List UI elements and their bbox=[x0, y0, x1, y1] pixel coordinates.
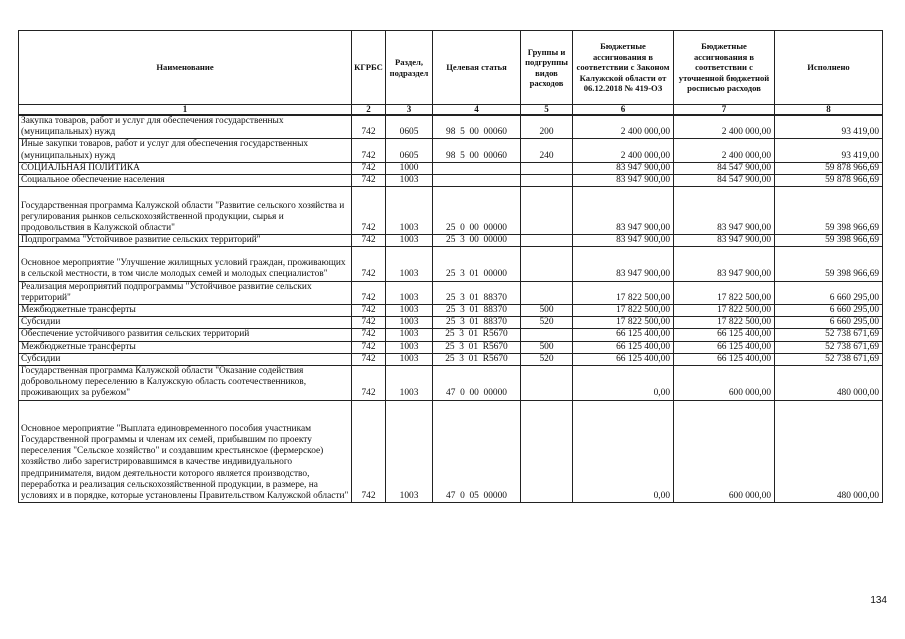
kgrbs-code: 742 bbox=[352, 305, 386, 317]
kgrbs-code: 742 bbox=[352, 281, 386, 304]
revised-allocation: 84 547 900,00 bbox=[674, 175, 775, 187]
column-header: Целевая статья bbox=[433, 31, 521, 105]
expense-group: 520 bbox=[521, 317, 573, 329]
law-allocation: 83 947 900,00 bbox=[573, 235, 674, 247]
row-name: Подпрограмма "Устойчивое развитие сельских территорий" bbox=[19, 235, 352, 247]
row-name: Закупка товаров, работ и услуг для обеспечения государственных (муниципальных) нужд bbox=[19, 115, 352, 139]
law-allocation: 83 947 900,00 bbox=[573, 175, 674, 187]
kgrbs-code: 742 bbox=[352, 247, 386, 281]
column-header: КГРБС bbox=[352, 31, 386, 105]
section-code: 1003 bbox=[386, 305, 433, 317]
column-header: Группы и подгруппы видов расходов bbox=[521, 31, 573, 105]
law-allocation: 66 125 400,00 bbox=[573, 329, 674, 341]
executed-amount: 6 660 295,00 bbox=[775, 305, 883, 317]
table-row bbox=[19, 247, 883, 281]
target-article: 47 0 00 00000 bbox=[433, 366, 521, 401]
revised-allocation: 83 947 900,00 bbox=[674, 235, 775, 247]
target-article bbox=[433, 162, 521, 174]
executed-amount: 6 660 295,00 bbox=[775, 317, 883, 329]
column-number: 1 bbox=[19, 105, 352, 116]
expense-group bbox=[521, 247, 573, 281]
expense-group bbox=[521, 281, 573, 304]
section-code: 1003 bbox=[386, 341, 433, 353]
executed-amount: 52 738 671,69 bbox=[775, 329, 883, 341]
column-number-row bbox=[19, 105, 883, 116]
section-code: 0605 bbox=[386, 115, 433, 139]
budget-table-page bbox=[18, 30, 882, 503]
budget-table bbox=[18, 30, 883, 503]
law-allocation: 0,00 bbox=[573, 400, 674, 503]
column-number: 7 bbox=[674, 105, 775, 116]
table-row bbox=[19, 353, 883, 365]
column-number: 3 bbox=[386, 105, 433, 116]
kgrbs-code: 742 bbox=[352, 317, 386, 329]
law-allocation: 17 822 500,00 bbox=[573, 317, 674, 329]
row-name: Государственная программа Калужской области "Развитие сельского хозяйства и регулирования рынков сельскохозяйственной продукции, сырья и продовольствия в Калужской области" bbox=[19, 187, 352, 235]
expense-group bbox=[521, 400, 573, 503]
row-name: Субсидии bbox=[19, 317, 352, 329]
target-article: 25 3 01 88370 bbox=[433, 305, 521, 317]
revised-allocation: 600 000,00 bbox=[674, 400, 775, 503]
expense-group: 500 bbox=[521, 305, 573, 317]
target-article: 25 3 01 00000 bbox=[433, 247, 521, 281]
target-article: 25 3 01 88370 bbox=[433, 281, 521, 304]
expense-group: 520 bbox=[521, 353, 573, 365]
section-code: 1000 bbox=[386, 162, 433, 174]
kgrbs-code: 742 bbox=[352, 341, 386, 353]
executed-amount: 93 419,00 bbox=[775, 115, 883, 139]
target-article bbox=[433, 175, 521, 187]
column-number: 2 bbox=[352, 105, 386, 116]
column-number: 6 bbox=[573, 105, 674, 116]
revised-allocation: 84 547 900,00 bbox=[674, 162, 775, 174]
executed-amount: 480 000,00 bbox=[775, 366, 883, 401]
revised-allocation: 17 822 500,00 bbox=[674, 317, 775, 329]
column-header: Бюджетные ассигнования в соответствии с уточненной бюджетной росписью расходов bbox=[674, 31, 775, 105]
table-row bbox=[19, 175, 883, 187]
target-article: 25 3 01 R5670 bbox=[433, 341, 521, 353]
executed-amount: 52 738 671,69 bbox=[775, 341, 883, 353]
column-number: 4 bbox=[433, 105, 521, 116]
executed-amount: 59 878 966,69 bbox=[775, 162, 883, 174]
law-allocation: 83 947 900,00 bbox=[573, 187, 674, 235]
kgrbs-code: 742 bbox=[352, 162, 386, 174]
executed-amount: 6 660 295,00 bbox=[775, 281, 883, 304]
expense-group: 240 bbox=[521, 139, 573, 162]
law-allocation: 2 400 000,00 bbox=[573, 115, 674, 139]
target-article: 25 0 00 00000 bbox=[433, 187, 521, 235]
table-row bbox=[19, 235, 883, 247]
section-code: 1003 bbox=[386, 317, 433, 329]
table-row bbox=[19, 400, 883, 503]
row-name: Межбюджетные трансферты bbox=[19, 341, 352, 353]
law-allocation: 17 822 500,00 bbox=[573, 305, 674, 317]
law-allocation: 83 947 900,00 bbox=[573, 247, 674, 281]
law-allocation: 66 125 400,00 bbox=[573, 353, 674, 365]
row-name: Обеспечение устойчивого развития сельских территорий bbox=[19, 329, 352, 341]
target-article: 25 3 01 88370 bbox=[433, 317, 521, 329]
section-code: 1003 bbox=[386, 400, 433, 503]
section-code: 1003 bbox=[386, 247, 433, 281]
table-row bbox=[19, 115, 883, 139]
expense-group: 500 bbox=[521, 341, 573, 353]
expense-group: 200 bbox=[521, 115, 573, 139]
law-allocation: 83 947 900,00 bbox=[573, 162, 674, 174]
column-header: Наименование bbox=[19, 31, 352, 105]
executed-amount: 93 419,00 bbox=[775, 139, 883, 162]
target-article: 25 3 01 R5670 bbox=[433, 329, 521, 341]
kgrbs-code: 742 bbox=[352, 139, 386, 162]
kgrbs-code: 742 bbox=[352, 366, 386, 401]
expense-group bbox=[521, 162, 573, 174]
revised-allocation: 66 125 400,00 bbox=[674, 341, 775, 353]
section-code: 0605 bbox=[386, 139, 433, 162]
column-header: Раздел, подраздел bbox=[386, 31, 433, 105]
expense-group bbox=[521, 366, 573, 401]
table-row bbox=[19, 317, 883, 329]
row-name: Субсидии bbox=[19, 353, 352, 365]
executed-amount: 52 738 671,69 bbox=[775, 353, 883, 365]
target-article: 25 3 00 00000 bbox=[433, 235, 521, 247]
page-number: 134 bbox=[870, 595, 887, 606]
row-name: СОЦИАЛЬНАЯ ПОЛИТИКА bbox=[19, 162, 352, 174]
row-name: Государственная программа Калужской области "Оказание содействия добровольному переселению в Калужскую область соотечественников, проживающих за рубежом" bbox=[19, 366, 352, 401]
row-name: Реализация мероприятий подпрограммы "Устойчивое развитие сельских территорий" bbox=[19, 281, 352, 304]
revised-allocation: 600 000,00 bbox=[674, 366, 775, 401]
kgrbs-code: 742 bbox=[352, 115, 386, 139]
section-code: 1003 bbox=[386, 366, 433, 401]
revised-allocation: 83 947 900,00 bbox=[674, 187, 775, 235]
revised-allocation: 2 400 000,00 bbox=[674, 139, 775, 162]
table-row bbox=[19, 187, 883, 235]
column-header: Исполнено bbox=[775, 31, 883, 105]
expense-group bbox=[521, 175, 573, 187]
revised-allocation: 66 125 400,00 bbox=[674, 353, 775, 365]
section-code: 1003 bbox=[386, 353, 433, 365]
law-allocation: 17 822 500,00 bbox=[573, 281, 674, 304]
kgrbs-code: 742 bbox=[352, 329, 386, 341]
section-code: 1003 bbox=[386, 175, 433, 187]
row-name: Социальное обеспечение населения bbox=[19, 175, 352, 187]
table-row bbox=[19, 341, 883, 353]
section-code: 1003 bbox=[386, 235, 433, 247]
law-allocation: 2 400 000,00 bbox=[573, 139, 674, 162]
header-row bbox=[19, 31, 883, 105]
revised-allocation: 17 822 500,00 bbox=[674, 281, 775, 304]
executed-amount: 59 398 966,69 bbox=[775, 235, 883, 247]
target-article: 98 5 00 00060 bbox=[433, 115, 521, 139]
revised-allocation: 66 125 400,00 bbox=[674, 329, 775, 341]
column-number: 8 bbox=[775, 105, 883, 116]
target-article: 47 0 05 00000 bbox=[433, 400, 521, 503]
expense-group bbox=[521, 329, 573, 341]
row-name: Основное мероприятие "Выплата единовременного пособия участникам Государственной программы и членам их семей, прибывшим по проекту переселения "Сельское хозяйство" и создавшим крестьянское (фермерское) хозяйство либо зарегистрировавшимся в качестве индивидуального предпринимателя, видом деятельности которого является производство, переработка и реализация сельскохозяйственной продукции, в размере, на условиях и в порядке, которые установлены Правительством Калужской области" bbox=[19, 400, 352, 503]
table-row bbox=[19, 366, 883, 401]
law-allocation: 0,00 bbox=[573, 366, 674, 401]
table-row bbox=[19, 162, 883, 174]
column-header: Бюджетные ассигнования в соответствии с Законом Калужской области от 06.12.2018 № 419-ОЗ bbox=[573, 31, 674, 105]
executed-amount: 59 398 966,69 bbox=[775, 247, 883, 281]
row-name: Иные закупки товаров, работ и услуг для обеспечения государственных (муниципальных) нужд bbox=[19, 139, 352, 162]
section-code: 1003 bbox=[386, 329, 433, 341]
target-article: 25 3 01 R5670 bbox=[433, 353, 521, 365]
kgrbs-code: 742 bbox=[352, 175, 386, 187]
section-code: 1003 bbox=[386, 281, 433, 304]
executed-amount: 59 878 966,69 bbox=[775, 175, 883, 187]
revised-allocation: 2 400 000,00 bbox=[674, 115, 775, 139]
kgrbs-code: 742 bbox=[352, 400, 386, 503]
executed-amount: 59 398 966,69 bbox=[775, 187, 883, 235]
law-allocation: 66 125 400,00 bbox=[573, 341, 674, 353]
row-name: Межбюджетные трансферты bbox=[19, 305, 352, 317]
revised-allocation: 17 822 500,00 bbox=[674, 305, 775, 317]
revised-allocation: 83 947 900,00 bbox=[674, 247, 775, 281]
section-code: 1003 bbox=[386, 187, 433, 235]
kgrbs-code: 742 bbox=[352, 353, 386, 365]
kgrbs-code: 742 bbox=[352, 187, 386, 235]
column-number: 5 bbox=[521, 105, 573, 116]
expense-group bbox=[521, 187, 573, 235]
kgrbs-code: 742 bbox=[352, 235, 386, 247]
table-body bbox=[19, 115, 883, 503]
target-article: 98 5 00 00060 bbox=[433, 139, 521, 162]
expense-group bbox=[521, 235, 573, 247]
table-row bbox=[19, 305, 883, 317]
table-row bbox=[19, 139, 883, 162]
table-row bbox=[19, 281, 883, 304]
table-row bbox=[19, 329, 883, 341]
row-name: Основное мероприятие "Улучшение жилищных условий граждан, проживающих в сельской местности, в том числе молодых семей и молодых специалистов" bbox=[19, 247, 352, 281]
executed-amount: 480 000,00 bbox=[775, 400, 883, 503]
